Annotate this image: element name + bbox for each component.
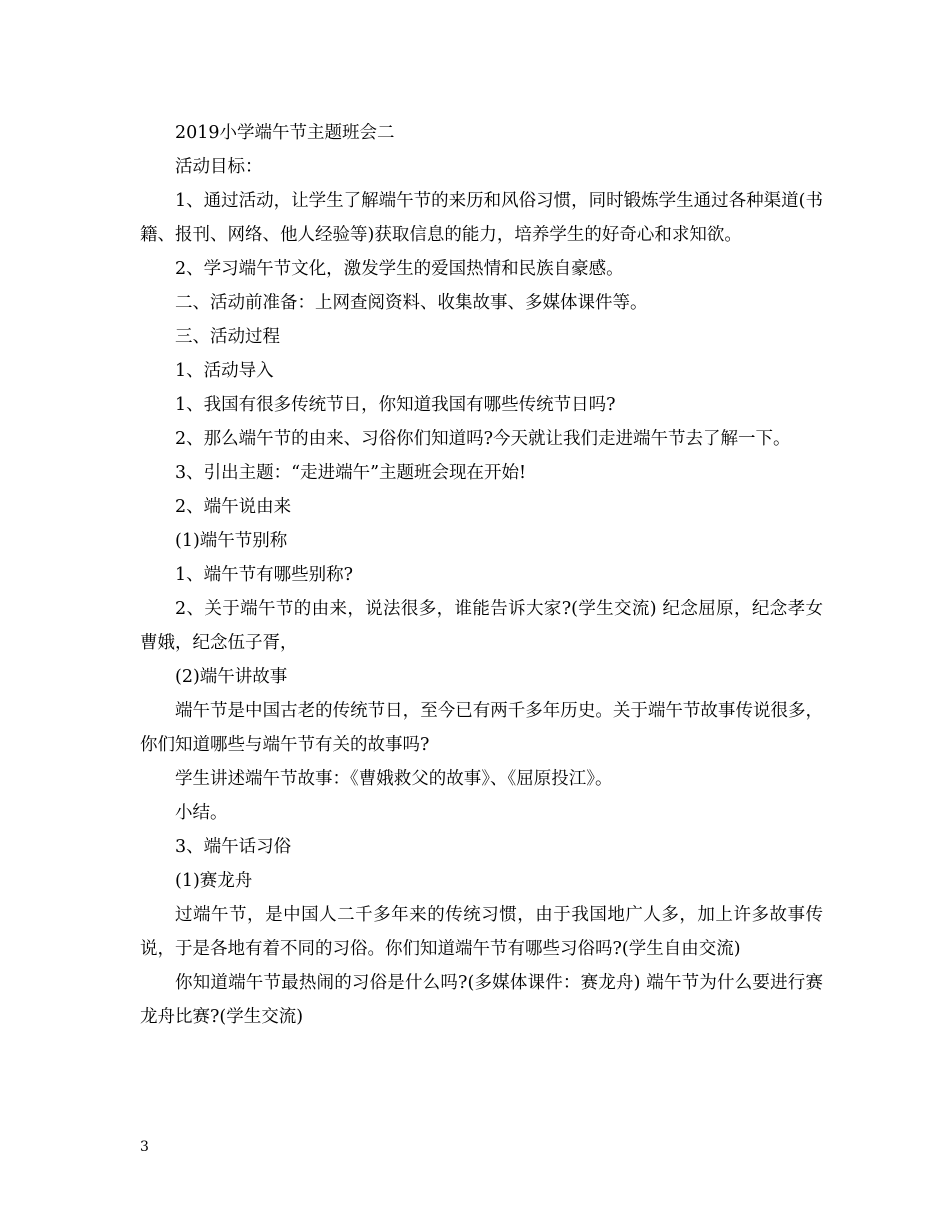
- paragraph: 你知道端午节最热闹的习俗是什么吗?(多媒体课件：赛龙舟) 端午节为什么要进行赛龙舟比赛?(学生交流): [140, 973, 823, 1027]
- paragraph: 小结。: [175, 803, 228, 823]
- paragraph: 过端午节，是中国人二千多年来的传统习惯，由于我国地广人多，加上许多故事传说，于是各地有着不同的习俗。你们知道端午节有哪些习俗吗?(学生自由交流): [140, 905, 823, 959]
- paragraph: 1、通过活动，让学生了解端午节的来历和风俗习惯，同时锻炼学生通过各种渠道(书籍、报刊、网络、他人经验等)获取信息的能力，培养学生的好奇心和求知欲。: [140, 191, 823, 245]
- paragraph: (1)端午节别称: [175, 531, 288, 551]
- document-body: [140, 116, 823, 1034]
- paragraph: 2、那么端午节的由来、习俗你们知道吗?今天就让我们走进端午节去了解一下。: [175, 429, 791, 449]
- paragraph: 二、活动前准备：上网查阅资料、收集故事、多媒体课件等。: [175, 293, 648, 313]
- document-title: 2019小学端午节主题班会二: [175, 123, 395, 143]
- paragraph: 3、端午话习俗: [175, 837, 292, 857]
- paragraph: 2、学习端午节文化，激发学生的爱国热情和民族自豪感。: [175, 259, 624, 279]
- paragraph: 活动目标：: [175, 157, 263, 177]
- paragraph: 1、活动导入: [175, 361, 274, 381]
- paragraph: 3、引出主题：“走进端午”主题班会现在开始!: [175, 463, 527, 483]
- paragraph: 三、活动过程: [175, 327, 280, 347]
- paragraph: 1、我国有很多传统节日，你知道我国有哪些传统节日吗?: [175, 395, 616, 415]
- paragraph: (1)赛龙舟: [175, 871, 253, 891]
- paragraph: 1、端午节有哪些别称?: [175, 565, 354, 585]
- page-number: 3: [140, 1139, 149, 1155]
- paragraph: 2、关于端午节的由来，说法很多，谁能告诉大家?(学生交流) 纪念屈原，纪念孝女曹娥，纪念伍子胥，: [140, 599, 823, 653]
- paragraph: 2、端午说由来: [175, 497, 292, 517]
- paragraph: (2)端午讲故事: [175, 667, 288, 687]
- paragraph: 学生讲述端午节故事：《曹娥救父的故事》、《屈原投江》。: [175, 769, 613, 789]
- paragraph: 端午节是中国古老的传统节日，至今已有两千多年历史。关于端午节故事传说很多，你们知道哪些与端午节有关的故事吗?: [140, 701, 823, 755]
